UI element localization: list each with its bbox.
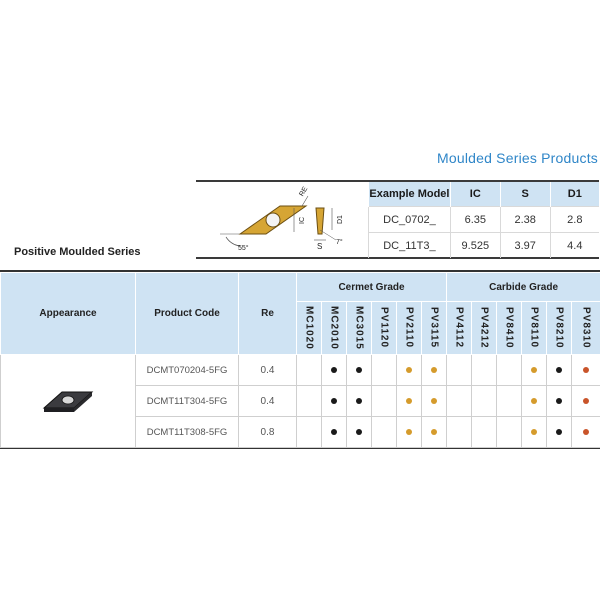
spec-block (196, 180, 599, 259)
grade-label: PV4212 (478, 306, 490, 349)
re-label: RE (298, 185, 310, 198)
grade-header-pv8110 (522, 302, 547, 355)
section-title: Positive Moulded Series (14, 246, 141, 258)
spec-table (368, 182, 599, 258)
spec-header-s: S (500, 182, 550, 207)
grade-label: PV8110 (528, 306, 540, 349)
spec-row (369, 233, 600, 259)
grade-dot-black (556, 398, 562, 404)
header-product-code: Product Code (136, 273, 239, 355)
d1-label: D1 (337, 215, 344, 224)
insert-dimension-diagram (196, 182, 369, 257)
header-re: Re (239, 273, 297, 355)
product-table (0, 272, 600, 448)
grade-mark-cell (547, 417, 572, 448)
spec-row (369, 207, 600, 233)
spec-header-row (369, 182, 600, 207)
grade-header-mc1020 (297, 302, 322, 355)
grade-mark-cell (547, 386, 572, 417)
product-table-body (1, 355, 600, 448)
grade-mark-cell (497, 386, 522, 417)
re-cell: 0.8 (239, 417, 297, 448)
grade-mark-cell (422, 355, 447, 386)
grade-mark-cell (572, 386, 600, 417)
grade-header-pv8310 (572, 302, 600, 355)
spec-cell-d1: 2.8 (550, 207, 599, 233)
grade-mark-cell (547, 355, 572, 386)
product-code-cell: DCMT11T308-5FG (136, 417, 239, 448)
grade-label: PV8310 (580, 306, 592, 349)
insert-image-icon (38, 382, 98, 418)
grade-mark-cell (472, 386, 497, 417)
insert-diagram-svg (196, 182, 368, 257)
spec-cell-ic: 6.35 (450, 207, 500, 233)
grade-dot-black (556, 367, 562, 373)
grade-header-pv2110 (397, 302, 422, 355)
grade-mark-cell (322, 355, 347, 386)
grade-header-pv8410 (497, 302, 522, 355)
grade-mark-cell (347, 386, 372, 417)
grade-header-mc3015 (347, 302, 372, 355)
spec-cell-model: DC_0702_ (369, 207, 451, 233)
grade-dot-gold (406, 429, 412, 435)
grade-header-mc2010 (322, 302, 347, 355)
spec-header-d1: D1 (550, 182, 599, 207)
grade-dot-gold (531, 367, 537, 373)
table-row (1, 355, 600, 386)
grade-dot-gold (431, 429, 437, 435)
grade-label: PV3115 (428, 306, 440, 349)
grade-mark-cell (497, 417, 522, 448)
grade-mark-cell (372, 386, 397, 417)
grade-mark-cell (397, 386, 422, 417)
grade-label: MC2010 (328, 305, 340, 350)
grade-mark-cell (497, 355, 522, 386)
grade-label: MC3015 (353, 305, 365, 350)
grade-label: PV2110 (403, 306, 415, 349)
grade-dot-gold (431, 398, 437, 404)
grade-mark-cell (522, 417, 547, 448)
grade-mark-cell (397, 355, 422, 386)
grade-mark-cell (397, 417, 422, 448)
grade-dot-gold (406, 367, 412, 373)
grade-dot-orange (583, 398, 589, 404)
grade-mark-cell (322, 417, 347, 448)
grade-mark-cell (572, 355, 600, 386)
grade-mark-cell (447, 355, 472, 386)
grade-label: PV1120 (378, 306, 390, 349)
grade-mark-cell (297, 417, 322, 448)
ic-label: IC (299, 217, 306, 224)
grade-dot-black (331, 398, 337, 404)
grade-mark-cell (347, 355, 372, 386)
grade-dot-black (356, 398, 362, 404)
grade-dot-black (331, 367, 337, 373)
header-carbide-grade: Carbide Grade (447, 273, 600, 302)
grade-mark-cell (372, 417, 397, 448)
product-table-wrap (0, 270, 600, 449)
grade-dot-black (356, 367, 362, 373)
series-title: Moulded Series Products (436, 150, 598, 166)
product-header-row-1 (1, 273, 600, 302)
product-code-cell: DCMT11T304-5FG (136, 386, 239, 417)
header-appearance: Appearance (1, 273, 136, 355)
spec-cell-model: DC_11T3_ (369, 233, 451, 259)
header-cermet-grade: Cermet Grade (297, 273, 447, 302)
grade-dot-black (331, 429, 337, 435)
grade-header-pv4212 (472, 302, 497, 355)
grade-mark-cell (572, 417, 600, 448)
grade-mark-cell (472, 417, 497, 448)
angle-7-label: 7° (336, 239, 343, 246)
grade-dot-orange (583, 429, 589, 435)
grade-header-pv4112 (447, 302, 472, 355)
grade-label: PV8210 (553, 306, 565, 349)
angle-55-label: 55° (238, 245, 249, 252)
grade-header-pv3115 (422, 302, 447, 355)
grade-mark-cell (372, 355, 397, 386)
re-cell: 0.4 (239, 386, 297, 417)
insert-appearance-image (1, 355, 136, 448)
spec-cell-ic: 9.525 (450, 233, 500, 259)
grade-dot-black (556, 429, 562, 435)
grade-header-pv8210 (547, 302, 572, 355)
grade-mark-cell (297, 355, 322, 386)
grade-mark-cell (422, 417, 447, 448)
grade-mark-cell (472, 355, 497, 386)
grade-mark-cell (522, 386, 547, 417)
re-cell: 0.4 (239, 355, 297, 386)
grade-mark-cell (422, 386, 447, 417)
grade-mark-cell (347, 417, 372, 448)
s-label: S (317, 242, 323, 251)
grade-dot-gold (431, 367, 437, 373)
grade-mark-cell (447, 417, 472, 448)
grade-label: PV8410 (503, 306, 515, 349)
spec-header-ic: IC (450, 182, 500, 207)
grade-mark-cell (522, 355, 547, 386)
grade-dot-gold (406, 398, 412, 404)
grade-dot-orange (583, 367, 589, 373)
spec-cell-d1: 4.4 (550, 233, 599, 259)
grade-dot-black (356, 429, 362, 435)
grade-dot-gold (531, 398, 537, 404)
product-code-cell: DCMT070204-5FG (136, 355, 239, 386)
grade-dot-gold (531, 429, 537, 435)
grade-mark-cell (322, 386, 347, 417)
grade-mark-cell (297, 386, 322, 417)
spec-cell-s: 2.38 (500, 207, 550, 233)
grade-label: MC1020 (303, 305, 315, 350)
spec-header-model: Example Model (369, 182, 451, 207)
grade-mark-cell (447, 386, 472, 417)
spec-cell-s: 3.97 (500, 233, 550, 259)
grade-header-pv1120 (372, 302, 397, 355)
grade-label: PV4112 (453, 306, 465, 349)
